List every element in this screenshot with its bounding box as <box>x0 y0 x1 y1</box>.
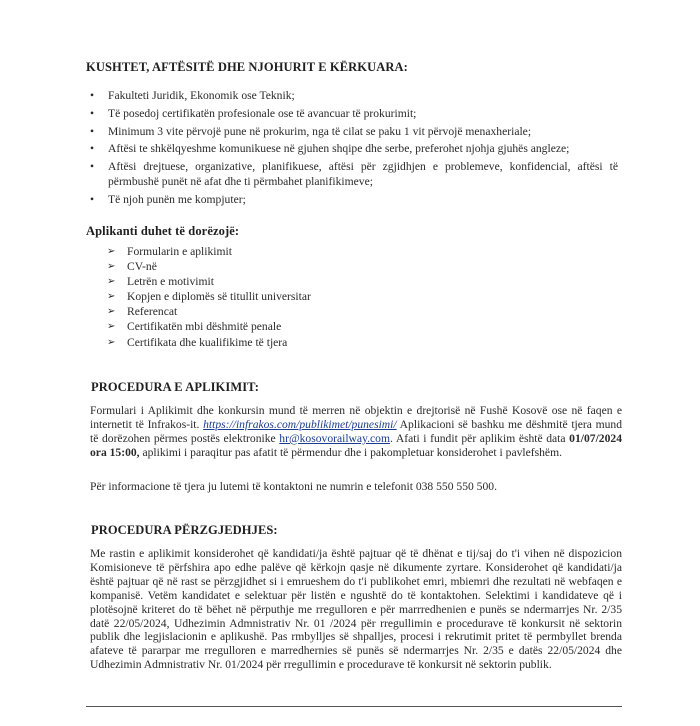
bullet-icon: • <box>90 124 95 138</box>
list-item: • Aftësi drejtuese, organizative, planifikuese, aftësi për zgjidhjen e problemeve, konfidencial, aftësi të përmbushë punët në afat dhe ti përmbahet planifikimeve; <box>90 160 618 189</box>
arrow-bullet-icon: ➢ <box>107 261 116 273</box>
requirements-heading: KUSHTET, AFTËSITË DHE NJOHURIT E KËRKUARA: <box>86 60 408 74</box>
email-link[interactable]: hr@kosovorailway.com <box>279 431 390 445</box>
list-item: ➢ CV-në <box>107 260 157 274</box>
list-item: • Minimum 3 vite përvojë pune në prokurim, nga të cilat se paku 1 vit përvojë menaxheriale; <box>90 124 532 138</box>
application-procedure-paragraph: Formulari i Aplikimit dhe konkursin mund të merren në objektin e drejtorisë në Fushë Kosovë ose në faqen e internetit të Infrakos-it. https://infrakos.com/publikimet/punesimi/ Aplikacioni së bashku me dëshmitë tjera mund të dorëzohen përmes postës elektronike hr@kosovorailway.com. Afati i fundit për aplikim është data 01/07/2024 ora 15:00, aplikimi i paraqitur pas afatit të përmendur dhe i pakompletuar konsiderohet i pavlefshëm. <box>90 404 623 459</box>
list-item: ➢ Certifikatën mbi dëshmitë penale <box>107 320 282 334</box>
contact-paragraph: Për informacione të tjera ju lutemi të kontaktoni ne numrin e telefonit 038 550 550 500. <box>90 480 497 493</box>
list-item: ➢ Formularin e aplikimit <box>107 245 232 258</box>
list-item: • Të njoh punën me kompjuter; <box>90 193 246 207</box>
requirements-list <box>90 88 618 210</box>
selection-procedure-paragraph: Me rastin e aplikimit konsiderohet që kandidati/ja është pajtuar që të dhënat e tij/saj do t'i vihen në dispozicion Komisioneve të përfshira apo edhe palëve që kërkojn qasje në dikumente zyrtare. Konsiderohet që kandidati/ja është pajtuar që në rast se përzgjidhet si i emrueshem do t'i publikohet emri, mbiemri dhe rezultati në webfaqen e kompanisë. Vetëm kandidatet e selektuar për listën e ngushtë do të kontaktohen. Selektimi i kandidateve që i plotësojnë kriteret do të bëhet në përputhje me rregulloren e për marrredhenien e punës se ndermarrjes Nr. 2/35 datë 22/05/2024, Udhezimin Admnistrativ Nr. 01 /2024 për rregullimin e procedurave të konkursit në sektorin publik dhe legjislacionin e aplikushë. Pas rmbylljes së shpalljes, procesi i rekrutimit pritet të permbyllet brenda afateve të pararpar me rregulloren e marredhernies së punës së ndermarrjes Nr. 2/35 e datës 22/05/2024 dhe Udhezimin Admnistrativ Nr. 01/2024 për rregullimin e procedurave të konkursit në sektorin publik. <box>90 547 622 672</box>
deadline-text: 01/07/2024 ora 15:00, <box>90 431 622 459</box>
list-item: • Fakulteti Juridik, Ekonomik ose Teknik; <box>90 89 295 102</box>
list-item: ➢ Letrën e motivimit <box>107 275 214 289</box>
infrakos-link[interactable]: https://infrakos.com/publikimet/punesimi/ <box>203 417 397 431</box>
list-item: ➢ Referencat <box>107 305 178 319</box>
application-procedure-heading: PROCEDURA E APLIKIMIT: <box>91 380 259 394</box>
list-item: ➢ Certifikata dhe kualifikime të tjera <box>107 335 288 349</box>
submission-heading: Aplikanti duhet të dorëzojë: <box>86 224 240 238</box>
selection-procedure-heading: PROCEDURA PËRZGJEDHJES: <box>91 523 278 537</box>
arrow-bullet-icon: ➢ <box>107 306 116 318</box>
arrow-bullet-icon: ➢ <box>107 276 116 288</box>
arrow-bullet-icon: ➢ <box>107 321 116 333</box>
bullet-icon: • <box>90 193 95 207</box>
bottom-divider <box>86 706 622 707</box>
arrow-bullet-icon: ➢ <box>107 291 116 303</box>
list-item: • Të posedoj certifikatën profesionale ose të avancuar të prokurimit; <box>90 106 417 120</box>
bullet-icon: • <box>90 142 95 156</box>
list-item: • Aftësi te shkëlqyeshme komunikuese në gjuhen shqipe dhe serbe, preferohet njohja gjuhës angleze; <box>90 142 570 156</box>
submission-list <box>107 244 311 350</box>
arrow-bullet-icon: ➢ <box>107 336 116 348</box>
bullet-icon: • <box>90 106 95 120</box>
bullet-icon: • <box>90 160 95 174</box>
list-item: ➢ Kopjen e diplomës së titullit universitar <box>107 290 311 304</box>
arrow-bullet-icon: ➢ <box>107 246 116 257</box>
bullet-icon: • <box>90 89 95 102</box>
